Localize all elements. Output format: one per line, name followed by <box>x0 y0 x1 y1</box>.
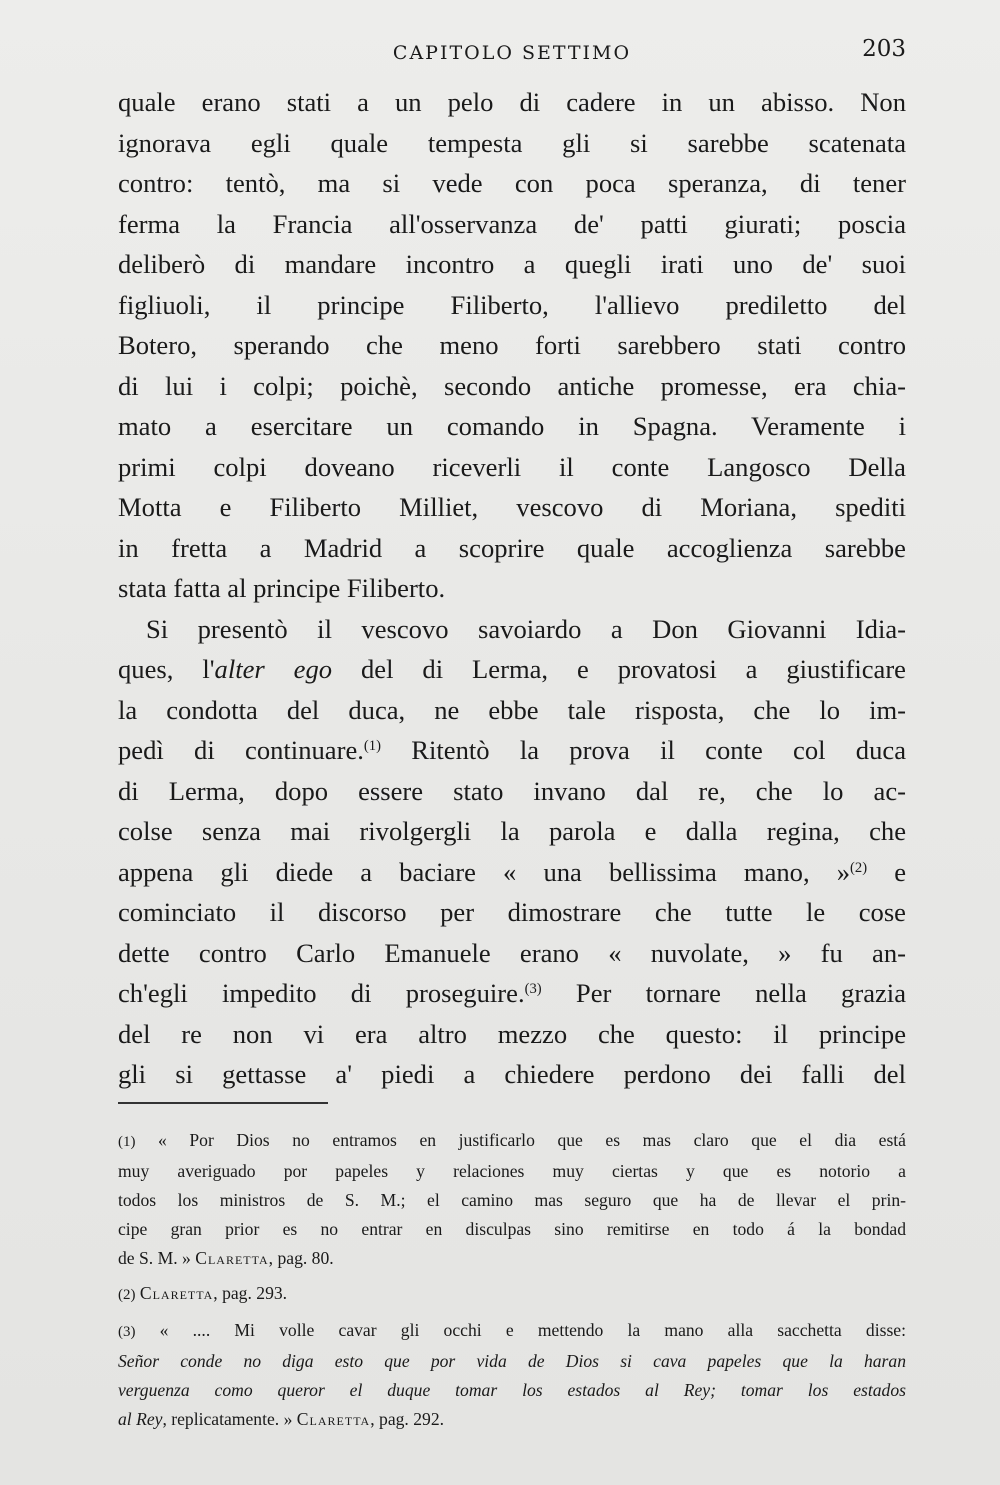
text-line: in fretta a Madrid a scoprire quale accoglienza sarebbe <box>118 532 906 563</box>
text-line: dette contro Carlo Emanuele erano « nuvolate, » fu an- <box>118 937 906 968</box>
paragraph-1 <box>118 82 906 609</box>
footnote-2 <box>118 1279 906 1310</box>
italic-quote: verguenza como queror el duque tomar los estados al Rey; tomar los estados <box>118 1380 906 1400</box>
text-run: , pag. 292. <box>370 1409 445 1429</box>
text-line: cominciato il discorso per dimostrare che tutte le cose <box>118 897 906 927</box>
footnote-ref: (1) <box>363 738 381 755</box>
footnote-ref: (3) <box>524 981 542 998</box>
author-name: Claretta <box>195 1248 269 1268</box>
text-line: la condotta del duca, ne ebbe tale risposta, che lo im- <box>118 694 906 725</box>
text-line: contro: tentò, ma si vede con poca speranza, di tener <box>118 168 906 198</box>
footnote-1 <box>118 1126 906 1273</box>
text-line: Botero, sperando che meno forti sarebbero stati contro <box>118 330 906 360</box>
footnote-3 <box>118 1316 906 1434</box>
footnote-number: (2) <box>118 1287 136 1303</box>
text-run: e <box>867 856 907 887</box>
text-run: « .... Mi volle cavar gli occhi e mettendo la mano alla sacchetta disse: <box>135 1320 906 1340</box>
text-line: di Lerma, dopo essere stato invano dal re, che lo ac- <box>118 775 906 806</box>
text-line: stata fatta al principe Filiberto. <box>118 573 446 603</box>
text-run: ques, l' <box>118 654 215 684</box>
page-header <box>118 36 906 76</box>
text-run: , pag. 293. <box>213 1283 288 1303</box>
footnote-ref: (2) <box>850 859 868 876</box>
paragraph-2 <box>118 609 906 1095</box>
footnote-line <box>118 1316 906 1347</box>
footnote-line <box>118 1376 906 1405</box>
text-line <box>118 973 906 1014</box>
text-line: primi colpi doveano riceverli il conte Langosco Della <box>118 451 906 482</box>
text-line: quale erano stati a un pelo di cadere in un abisso. Non <box>118 87 906 117</box>
text-line: deliberò di mandare incontro a quegli irati uno de' suoi <box>118 249 906 279</box>
text-run: ch'egli impedito di proseguire. <box>118 978 525 1008</box>
text-line: Si presentò il vescovo savoiardo a Don Giovanni Idia- <box>146 613 906 644</box>
text-line: ignorava egli quale tempesta gli si sarebbe scatenata <box>118 127 906 158</box>
text-run: appena gli diede a baciare « una bellissima mano, » <box>118 856 851 887</box>
text-run: Ritentò la prova il conte col duca <box>380 735 906 765</box>
footnote-number: (1) <box>118 1134 136 1150</box>
footnote-line <box>118 1405 906 1434</box>
footnote-divider <box>118 1102 328 1104</box>
footnote-line <box>118 1279 906 1310</box>
footnote-line <box>118 1347 906 1376</box>
text-run: « Por Dios no entramos en justificarlo que es mas claro que el dia está <box>135 1130 906 1150</box>
footnotes <box>118 1126 906 1440</box>
text-line: mato a esercitare un comando in Spagna. Veramente i <box>118 411 906 441</box>
italic-quote: Señor conde no diga esto que por vida de Dios si cava papeles que la haran <box>118 1351 906 1371</box>
author-name: Claretta <box>296 1409 371 1429</box>
text-line <box>118 649 906 690</box>
text-run: , pag. 80. <box>268 1248 334 1268</box>
footnote-line: cipe gran prior es no entrar en disculpas sino remitirse en todo á la bondad <box>118 1219 906 1239</box>
footnote-line <box>118 1126 906 1157</box>
text-line: ferma la Francia all'osservanza de' patti giurati; poscia <box>118 208 906 239</box>
italic-phrase: alter ego <box>214 654 333 684</box>
text-line: figliuoli, il principe Filiberto, l'allievo prediletto del <box>118 289 906 320</box>
text-line: Motta e Filiberto Milliet, vescovo di Moriana, spediti <box>118 492 906 522</box>
text-line: colse senza mai rivolgergli la parola e dalla regina, che <box>118 816 906 846</box>
text-line: di lui i colpi; poichè, secondo antiche promesse, era chia- <box>118 370 906 401</box>
text-run: Per tornare nella grazia <box>541 978 906 1008</box>
italic-quote: al Rey <box>118 1409 163 1429</box>
text-line: del re non vi era altro mezzo che questo: il principe <box>118 1018 906 1049</box>
text-line: gli si gettasse a' piedi a chiedere perdono dei falli del <box>118 1059 906 1089</box>
footnote-line <box>118 1244 906 1273</box>
running-head: CAPITOLO SETTIMO <box>392 42 632 64</box>
text-line <box>118 730 906 771</box>
footnote-line: muy averiguado por papeles y relaciones muy ciertas y que es notorio a <box>118 1161 906 1181</box>
text-run: , replicatamente. » <box>162 1409 297 1429</box>
text-run: del di Lerma, e provatosi a giustificare <box>332 654 906 684</box>
text-line <box>118 852 906 893</box>
author-name: Claretta <box>139 1283 214 1303</box>
text-run: de S. M. » <box>118 1248 196 1268</box>
footnote-line: todos los ministros de S. M.; el camino mas seguro que ha de llevar el prin- <box>118 1190 906 1210</box>
text-run: pedì di continuare. <box>118 735 364 765</box>
page-number: 203 <box>862 36 906 62</box>
footnote-number: (3) <box>118 1324 136 1340</box>
main-text <box>118 82 906 1095</box>
